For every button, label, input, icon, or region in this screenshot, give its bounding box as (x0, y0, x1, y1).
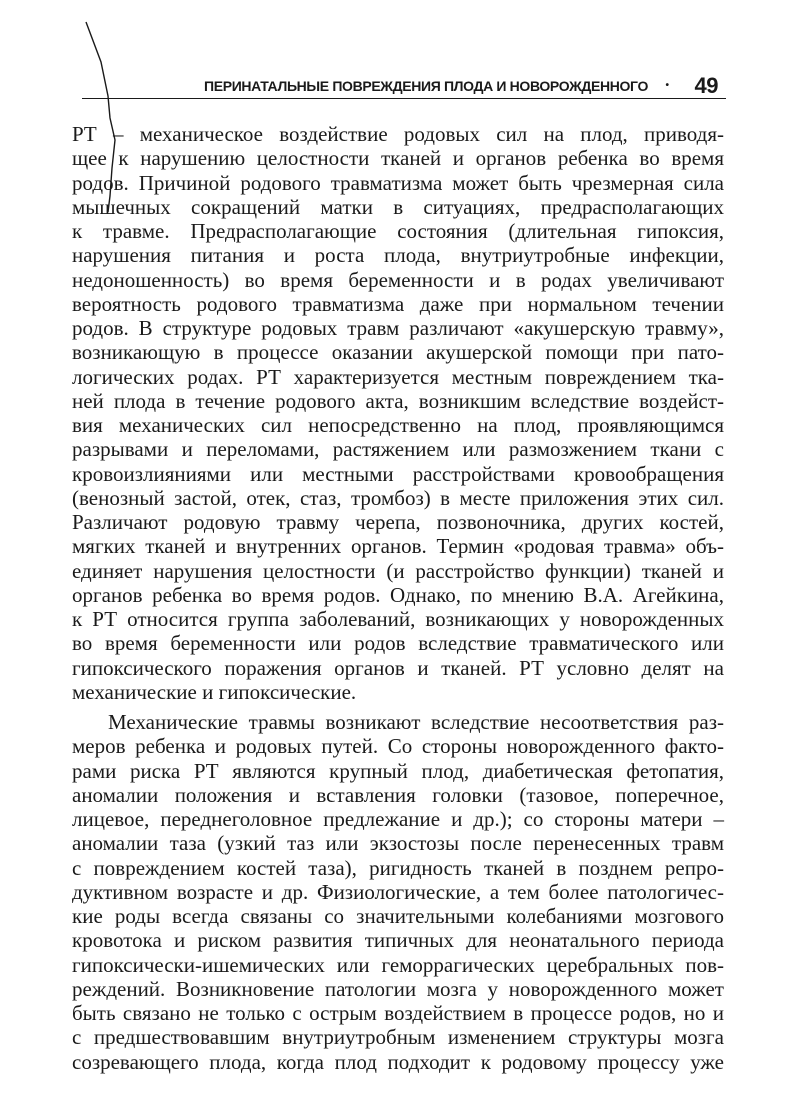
running-header (82, 72, 726, 96)
text-line: мышечных сокращений матки в ситуациях, предрасполагающих (72, 194, 724, 219)
text-line: щее к нарушению целостности тканей и органов ребенка во время (72, 146, 724, 171)
text-line: кие роды всегда связаны со значительными колебаниями мозгового (72, 904, 724, 928)
text-line: кровотока и риском развития типичных для неонатального периода (72, 928, 724, 953)
text-line: вероятность родового травматизма даже при нормальном течении (72, 291, 724, 316)
paragraph-2 (72, 710, 724, 1074)
text-line: гипоксически-ишемических или геморрагических церебральных пов- (72, 952, 724, 977)
text-line: созревающего плода, когда плод подходит к родовому процессу уже (72, 1049, 724, 1074)
text-line: с повреждением костей таза), ригидность тканей в позднем репро- (72, 855, 724, 880)
paragraph-1 (72, 122, 724, 704)
text-line: кровоизлияниями или местными расстройствами кровообращения (72, 461, 724, 486)
text-line: Различают родовую травму черепа, позвоночника, других костей, (72, 510, 724, 534)
text-line: (венозный застой, отек, стаз, тромбоз) в месте приложения этих сил. (72, 485, 724, 510)
text-line: к травме. Предрасполагающие состояния (длительная гипоксия, (72, 219, 724, 243)
text-line: гипоксического поражения органов и тканей. РТ условно делят на (72, 655, 724, 680)
text-line: механические и гипоксические. (72, 679, 357, 704)
text-line: нарушения питания и роста плода, внутриутробные инфекции, (72, 243, 724, 268)
running-title: ПЕРИНАТАЛЬНЫЕ ПОВРЕЖДЕНИЯ ПЛОДА И НОВОРОЖДЕННОГО (204, 78, 648, 94)
text-line: вия механических сил непосредственно на плод, проявляющимся (72, 413, 724, 437)
text-line: родов. Причиной родового травматизма может быть чрезмерная сила (72, 170, 724, 195)
text-line: возникающую в процессе оказании акушерской помощи при пато- (72, 340, 724, 365)
text-line: дуктивном возрасте и др. Физиологические, а тем более патологичес- (72, 879, 724, 904)
text-line: Механические травмы возникают вследствие несоответствия раз- (108, 710, 724, 734)
text-line: логических родах. РТ характеризуется местным повреждением тка- (72, 364, 724, 389)
text-line: быть связано не только с острым воздействием в процессе родов, но и (72, 1001, 724, 1025)
text-line: родов. В структуре родовых травм различают «акушерскую травму», (72, 316, 724, 340)
header-bullet: • (665, 80, 669, 91)
body-text (72, 122, 724, 1074)
text-line: мягких тканей и внутренних органов. Термин «родовая травма» объ- (72, 534, 724, 559)
text-line: к РТ относится группа заболеваний, возникающих у новорожденных (72, 607, 724, 631)
text-line: с предшествовавшим внутриутробным изменением структуры мозга (72, 1025, 724, 1050)
text-line: ней плода в течение родового акта, возникшим вследствие воздейст- (72, 388, 724, 413)
text-line: органов ребенка во время родов. Однако, по мнению В.А. Агейкина, (72, 582, 724, 607)
text-line: рами риска РТ являются крупный плод, диабетическая фетопатия, (72, 758, 724, 783)
text-line: РТ – механическое воздействие родовых сил на плод, приводя- (72, 122, 724, 146)
text-line: во время беременности или родов вследствие травматического или (72, 631, 724, 656)
text-line: единяет нарушения целостности (и расстройство функции) тканей и (72, 558, 724, 583)
text-line: аномалии таза (узкий таз или экзостозы после перенесенных травм (72, 831, 724, 856)
page-number: 49 (694, 73, 718, 98)
text-line: меров ребенка и родовых путей. Со стороны новорожденного факто- (72, 734, 724, 759)
header-rule (82, 98, 726, 99)
text-line: лицевое, переднеголовное предлежание и др.); со стороны матери – (72, 807, 724, 831)
text-line: недоношенность) во время беременности и в родах увеличивают (72, 267, 724, 292)
text-line: разрывами и переломами, растяжением или размозжением ткани с (72, 437, 724, 462)
text-line: аномалии положения и вставления головки (тазовое, поперечное, (72, 782, 724, 807)
text-line: реждений. Возникновение патологии мозга у новорожденного может (72, 976, 724, 1001)
